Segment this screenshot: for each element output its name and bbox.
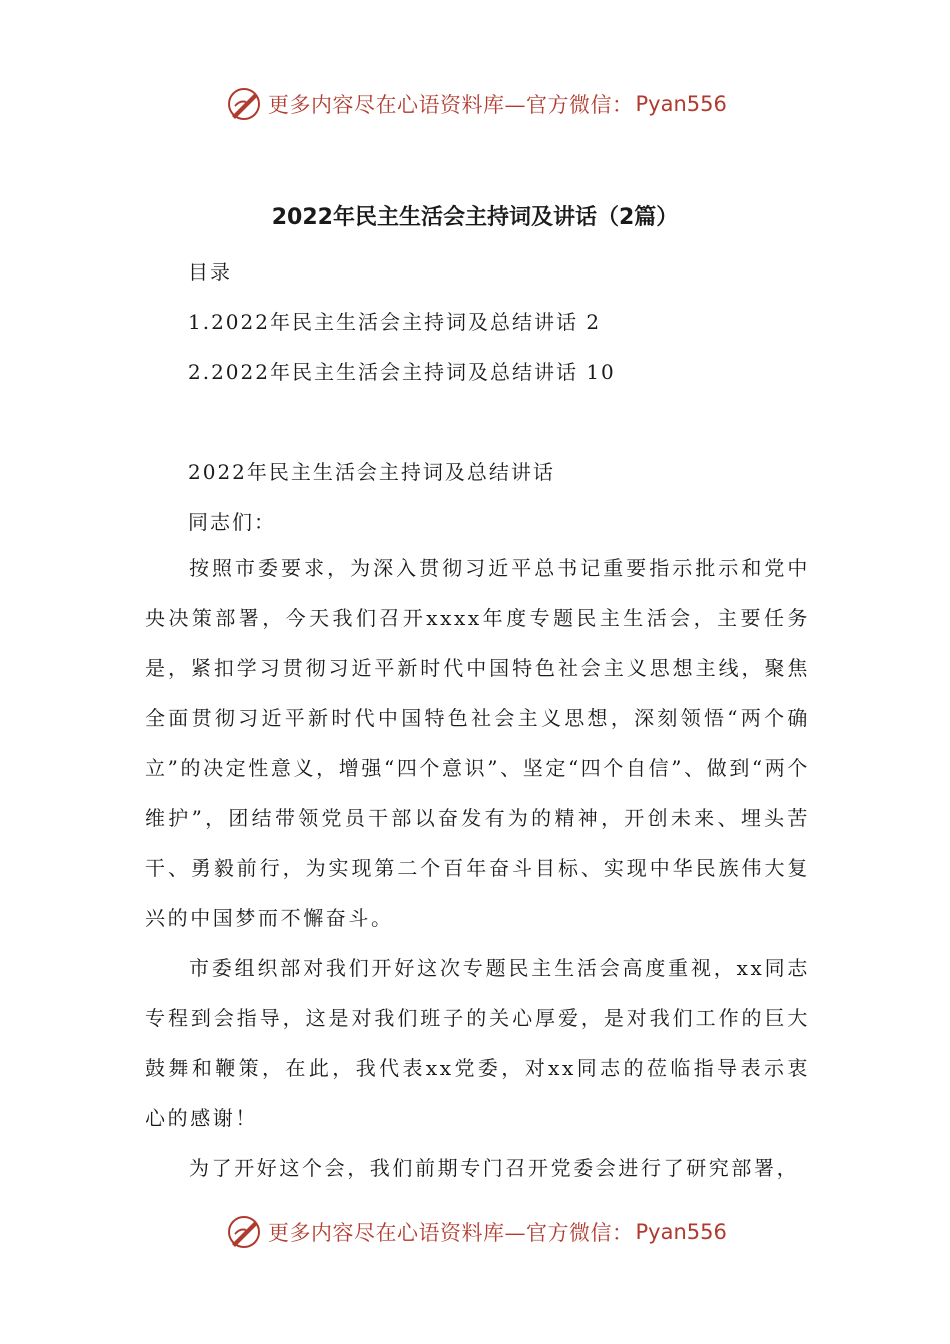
header-watermark [226,84,727,124]
watermark-text: 更多内容尽在心语资料库—官方微信： [268,1221,634,1245]
pen-logo-icon [226,1214,262,1250]
document-title: 2022年民主生活会主持词及讲话（2篇） [271,205,679,230]
wechat-id: Pyan556 [635,92,727,116]
toc-item-1[interactable]: 1.2022年民主生活会主持词及总结讲话 2 [188,310,602,334]
pen-logo-icon [226,86,262,122]
paragraph-3: 为了开好这个会，我们前期专门召开党委会进行了研究部署， [189,1156,800,1180]
paragraph-2: 市委组织部对我们开好这次专题民主生活会高度重视，xx同志专程到会指导，这是对我们班子的关心厚爱，是对我们工作的巨大鼓舞和鞭策，在此，我代表xx党委，对xx同志的莅临指导表示衷心的感谢！ [145,956,810,1130]
wechat-id: Pyan556 [635,1220,727,1244]
paragraph-1: 按照市委要求，为深入贯彻习近平总书记重要指示批示和党中央决策部署，今天我们召开xxxx年度专题民主生活会，主要任务是，紧扣学习贯彻习近平新时代中国特色社会主义思想主线，聚焦全面贯彻习近平新时代中国特色社会主义思想，深刻领悟“两个确立”的决定性意义，增强“四个意识”、坚定“四个自信”、做到“两个维护”，团结带领党员干部以奋发有为的精神，开创未来、埋头苦干、勇毅前行，为实现第二个百年奋斗目标、实现中华民族伟大复兴的中国梦而不懈奋斗。 [145,556,810,930]
section-heading: 2022年民主生活会主持词及总结讲话 [188,460,555,484]
toc-item-2[interactable]: 2.2022年民主生活会主持词及总结讲话 10 [188,360,616,384]
footer-watermark [226,1212,727,1252]
salutation: 同志们： [188,510,276,534]
toc-heading: 目录 [188,260,232,284]
watermark-text: 更多内容尽在心语资料库—官方微信： [268,93,634,117]
